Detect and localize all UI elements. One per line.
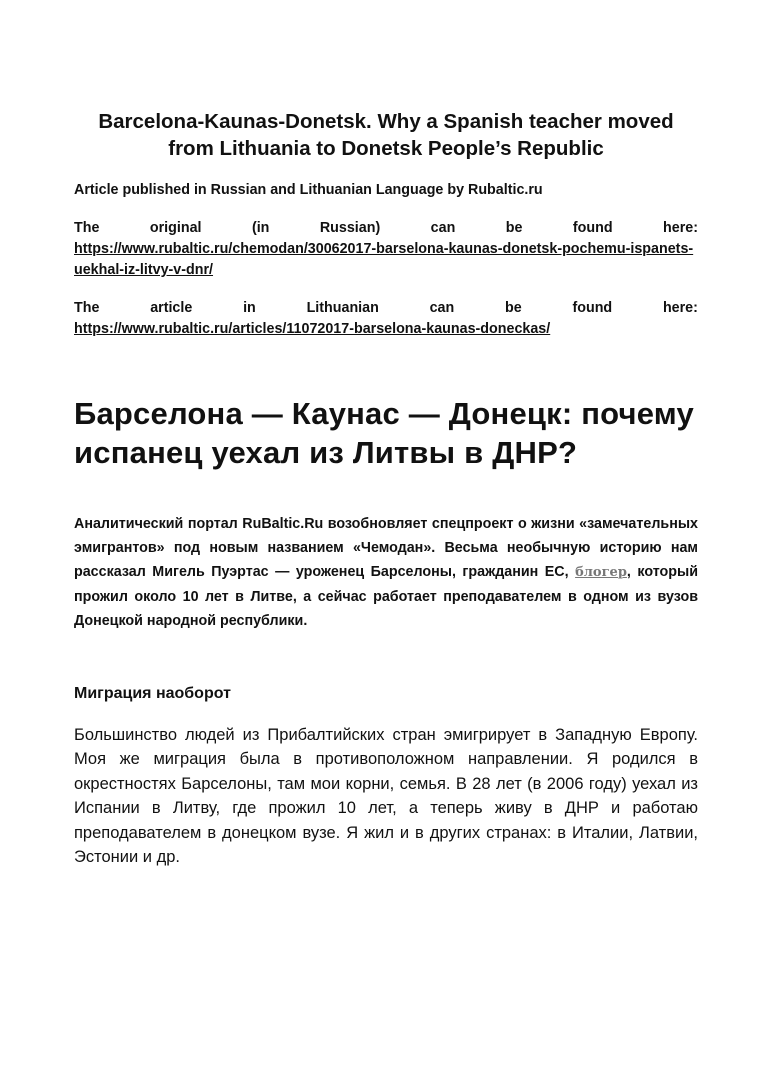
word: article bbox=[150, 300, 193, 316]
word: Lithuanian bbox=[306, 300, 379, 316]
original-article-link[interactable]: https://www.rubaltic.ru/chemodan/30062017-barselona-kaunas-donetsk-pochemu-ispanets-uekhal-iz-litvy-v-dnr/ bbox=[74, 241, 694, 278]
intro-paragraph bbox=[74, 512, 698, 633]
word: can bbox=[429, 300, 455, 316]
word: Russian) bbox=[319, 220, 381, 236]
word: can bbox=[430, 220, 456, 236]
blogger-link[interactable]: блогер bbox=[575, 565, 627, 580]
word: here: bbox=[662, 300, 698, 316]
section-body-text: Большинство людей из Прибалтийских стран эмигрирует в Западную Европу. Моя же миграция была в противоположном направлении. Я родился в окрестностях Барселоны, там мои корни, семья. В 28 лет (в 2006 году) уехал из Испании в Литву, где прожил 10 лет, а теперь живу в ДНР и работаю преподавателем в донецком вузе. Я жил и в других странах: в Италии, Латвии, Эстонии и др. bbox=[74, 726, 698, 867]
original-source-line bbox=[74, 218, 698, 239]
lithuanian-source-paragraph bbox=[74, 298, 698, 340]
intro-text-after: , который прожил около 10 лет в Литве, а сейчас работает преподавателем в одном из вузов Донецкой народной республики. bbox=[74, 564, 698, 629]
word: be bbox=[505, 220, 523, 236]
word: The bbox=[74, 220, 100, 236]
word: in bbox=[243, 300, 256, 316]
lithuanian-article-link[interactable]: https://www.rubaltic.ru/articles/11072017-barselona-kaunas-doneckas/ bbox=[74, 321, 551, 337]
document-title: Barcelona-Kaunas-Donetsk. Why a Spanish teacher moved from Lithuania to Donetsk People’s Republic bbox=[98, 110, 674, 160]
russian-article-title: Барселона — Каунас — Донецк: почему испанец уехал из Литвы в ДНР? bbox=[74, 396, 694, 470]
word: original bbox=[149, 220, 202, 236]
word: The bbox=[74, 300, 100, 316]
lithuanian-source-line bbox=[74, 298, 698, 319]
document-page bbox=[74, 108, 698, 869]
word: found bbox=[572, 220, 613, 236]
intro-text-before: Аналитический портал RuBaltic.Ru возобновляет спецпроект о жизни «замечательных эмигрантов» под новым названием «Чемодан». Весьма необычную историю нам рассказал Мигель Пуэртас — уроженец Барселоны, гражданин ЕС, bbox=[74, 516, 698, 580]
published-note: Article published in Russian and Lithuanian Language by Rubaltic.ru bbox=[74, 182, 543, 198]
word: (in bbox=[251, 220, 270, 236]
original-source-paragraph bbox=[74, 218, 698, 281]
word: be bbox=[505, 300, 522, 316]
word: here: bbox=[663, 220, 698, 236]
section-heading: Миграция наоборот bbox=[74, 685, 231, 702]
word: found bbox=[572, 300, 613, 316]
